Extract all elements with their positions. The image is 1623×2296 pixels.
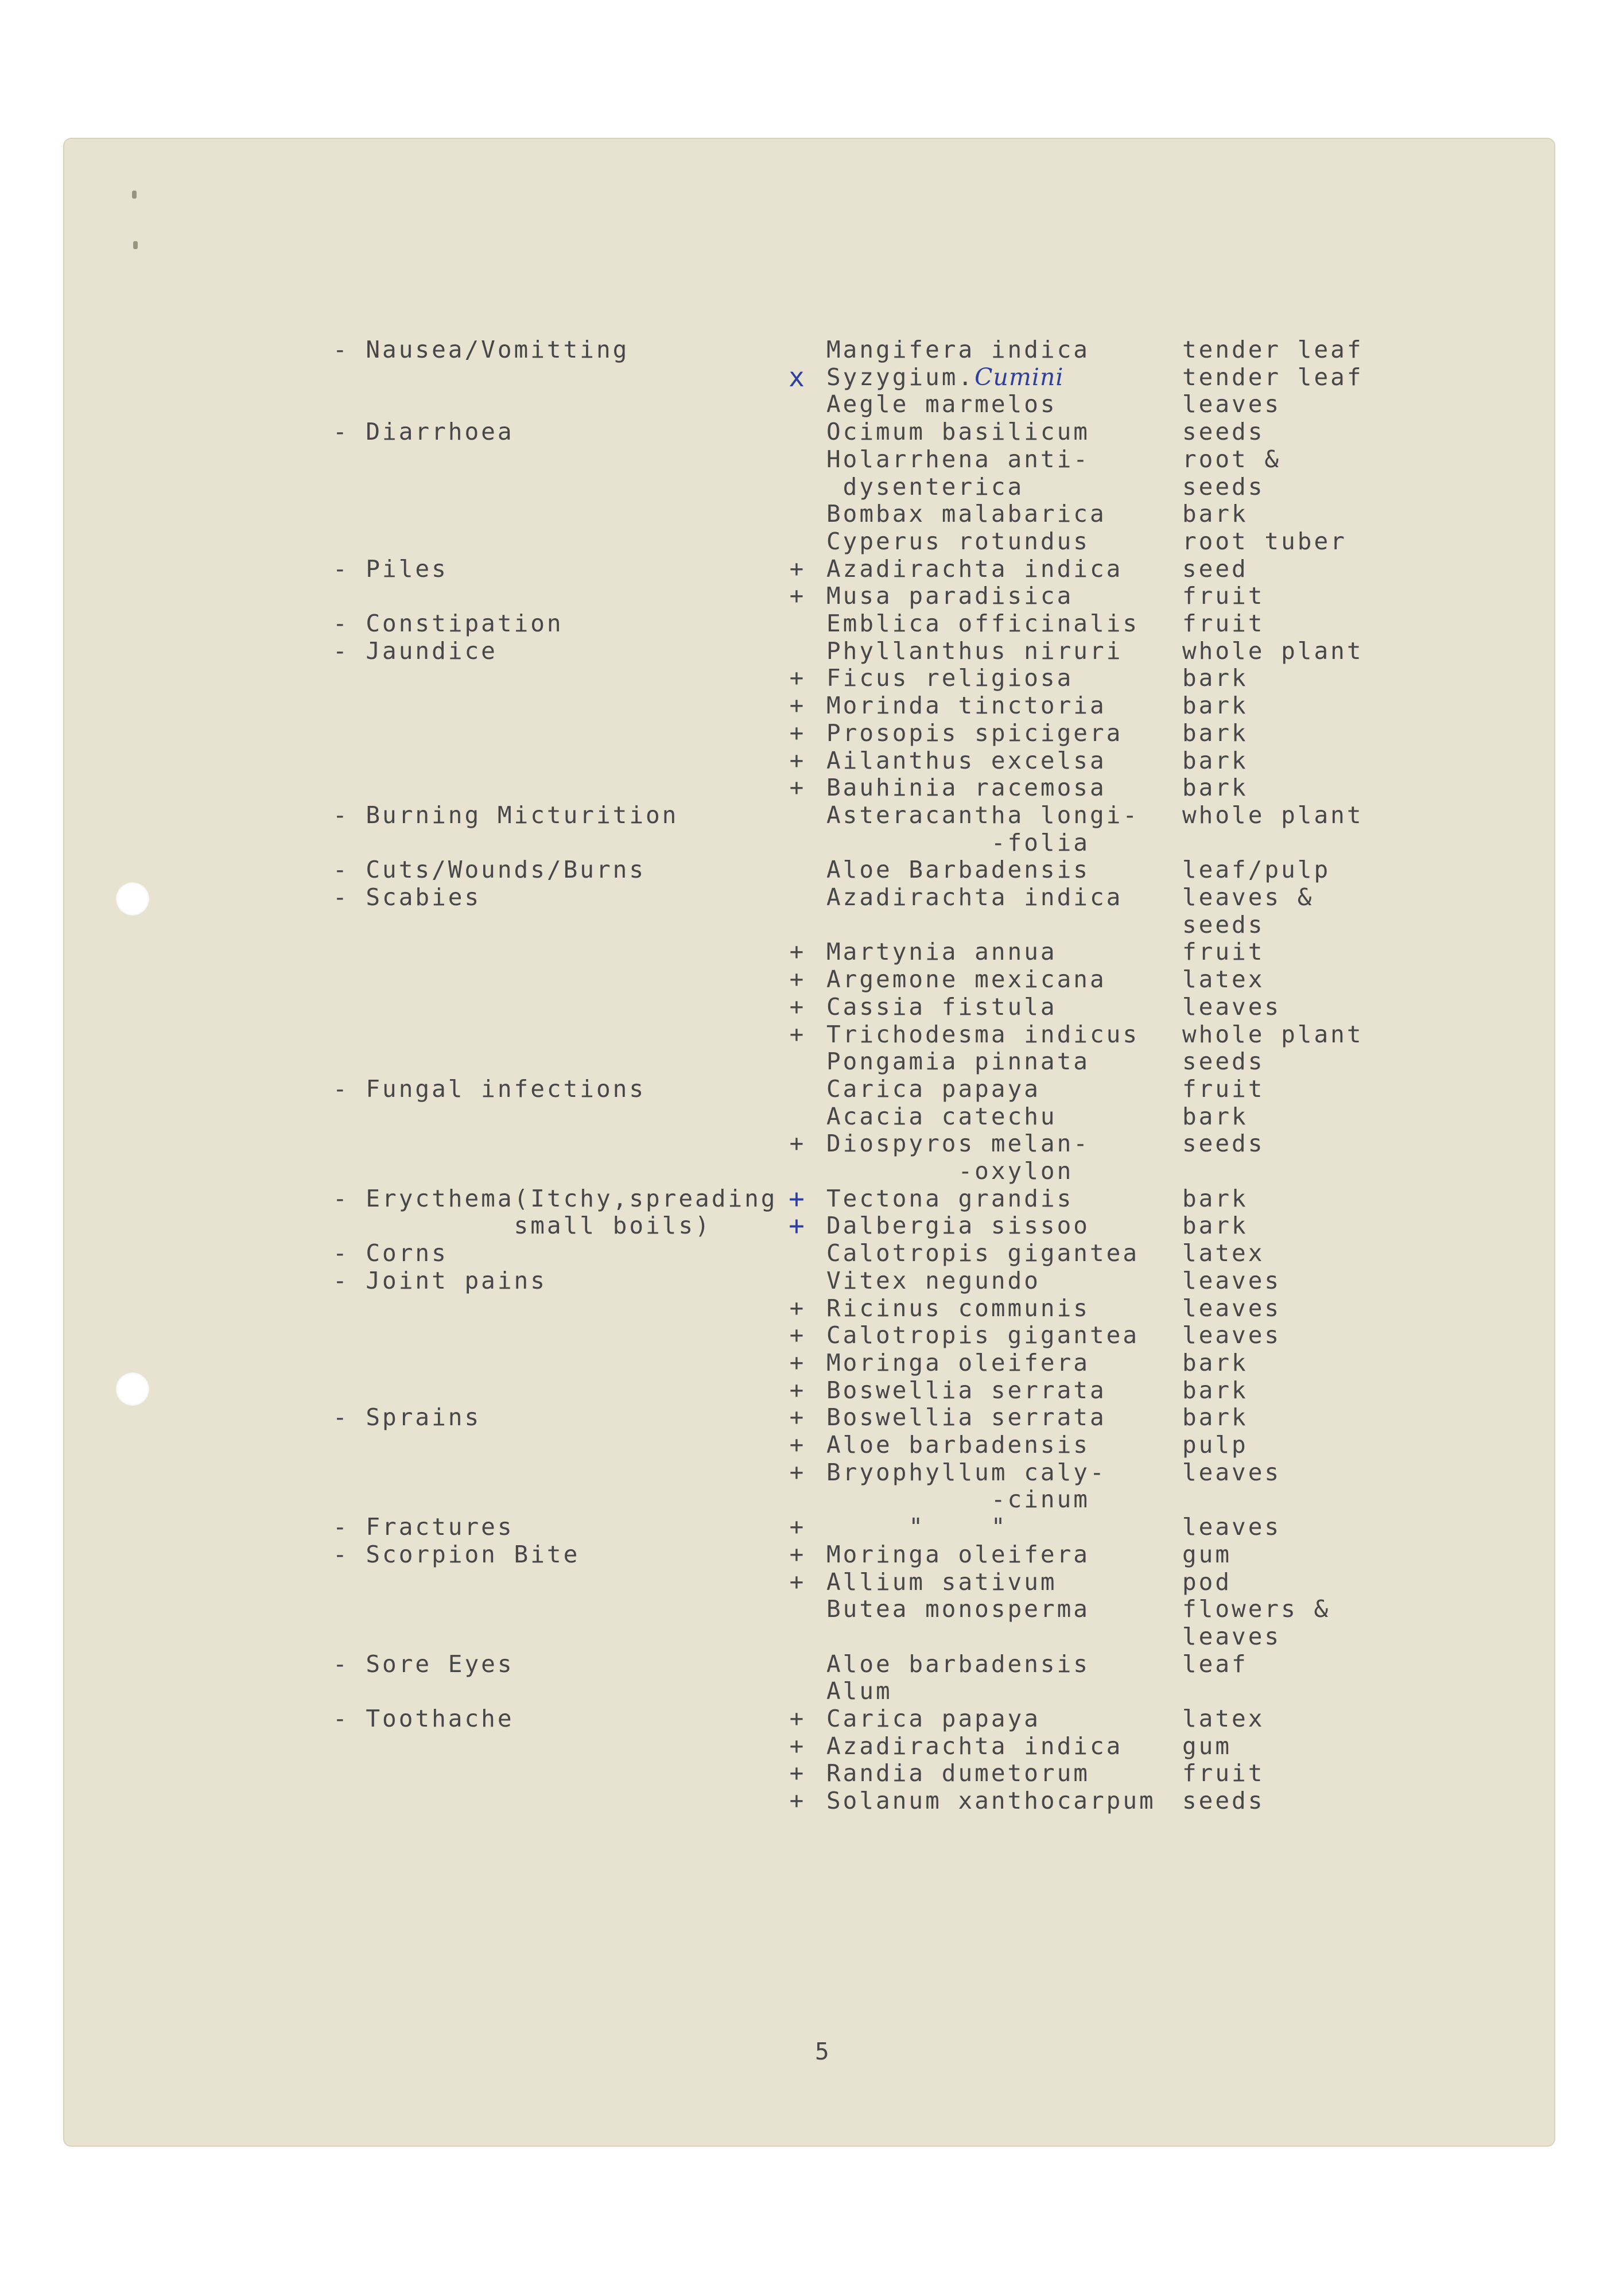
ailment-label: - Erycthema(Itchy,spreading <box>333 1184 778 1212</box>
plant-name <box>826 1239 1139 1267</box>
plant-part: fruit <box>1182 938 1265 966</box>
plant-name-text: Tectona grandis <box>826 1184 1074 1212</box>
plant-name-text: Azadirachta indica <box>826 883 1123 911</box>
table-row <box>63 1294 1555 1322</box>
plant-name-text: Ficus religiosa <box>826 664 1074 692</box>
table-row <box>63 1075 1555 1103</box>
remedy-mark: + <box>789 1376 806 1404</box>
table-row <box>63 664 1555 692</box>
remedy-mark: + <box>789 1759 806 1787</box>
table-row <box>63 1431 1555 1459</box>
remedy-mark: + <box>789 582 806 610</box>
remedy-mark: + <box>789 1294 806 1322</box>
table-row <box>63 1568 1555 1596</box>
plant-name <box>826 965 1106 993</box>
plant-name-text: Boswellia serrata <box>826 1376 1106 1404</box>
ailment-label: - Sore Eyes <box>333 1650 514 1678</box>
page-number: 5 <box>815 2038 832 2065</box>
remedy-mark: + <box>789 774 806 802</box>
plant-part: latex <box>1182 965 1265 994</box>
remedy-mark: + <box>789 692 806 720</box>
plant-name <box>826 1486 1090 1513</box>
plant-name <box>826 829 1090 856</box>
plant-name <box>826 993 1057 1021</box>
table-row <box>63 1267 1555 1294</box>
plant-part: pod <box>1182 1568 1232 1596</box>
plant-part: bark <box>1182 1102 1248 1130</box>
plant-name <box>826 555 1123 583</box>
table-row <box>63 1210 1555 1242</box>
plant-part: fruit <box>1182 610 1265 637</box>
plant-part: leaf/pulp <box>1182 856 1331 884</box>
plant-name-text: Asteracantha longi- <box>826 801 1139 829</box>
plant-part: pulp <box>1182 1431 1248 1459</box>
plant-name-text: Aegle marmelos <box>826 390 1057 418</box>
plant-name <box>826 1376 1106 1404</box>
ailment-label: - Toothache <box>333 1705 514 1732</box>
table-row <box>63 1677 1555 1705</box>
plant-part: seeds <box>1182 910 1265 938</box>
plant-name <box>826 1403 1106 1431</box>
plant-name <box>826 1021 1139 1048</box>
plant-part: seeds <box>1182 1048 1265 1076</box>
table-row <box>63 1623 1555 1650</box>
plant-name-text: Syzygium. <box>826 363 975 391</box>
plant-part: root tuber <box>1182 527 1347 555</box>
plant-part: leaves <box>1182 1513 1282 1541</box>
table-row <box>63 1376 1555 1404</box>
plant-name-text: Prosopis spicigera <box>826 719 1123 747</box>
table-row <box>63 390 1555 418</box>
plant-part: seeds <box>1182 1130 1265 1158</box>
table-row <box>63 1732 1555 1760</box>
plant-name <box>826 1732 1123 1760</box>
plant-name <box>826 774 1106 801</box>
remedy-mark: + <box>789 1431 806 1459</box>
plant-name-text: Ailanthus excelsa <box>826 746 1106 774</box>
plant-part: bark <box>1182 692 1248 720</box>
paper-speck <box>133 241 138 249</box>
plant-part: gum <box>1182 1732 1232 1760</box>
table-row <box>63 555 1555 583</box>
plant-name <box>826 1075 1040 1103</box>
plant-name-text: Martynia annua <box>826 938 1057 966</box>
plant-part: latex <box>1182 1705 1265 1732</box>
plant-name-text: Randia dumetorum <box>826 1759 1090 1787</box>
plant-name <box>826 938 1057 965</box>
table-row <box>63 1103 1555 1130</box>
remedy-mark: + <box>789 1403 806 1432</box>
plant-name-text: Trichodesma indicus <box>826 1020 1139 1048</box>
plant-part: leaves <box>1182 1294 1282 1322</box>
table-row <box>63 1513 1555 1541</box>
plant-name <box>826 1157 1073 1185</box>
table-row <box>63 965 1555 993</box>
plant-name-text: Carica papaya <box>826 1075 1040 1103</box>
remedy-mark: + <box>789 1020 806 1048</box>
remedy-mark: + <box>789 664 806 692</box>
plant-part: flowers & <box>1182 1595 1331 1623</box>
plant-part: leaves <box>1182 1266 1282 1294</box>
remedy-mark: + <box>789 746 806 774</box>
plant-name <box>826 1431 1090 1459</box>
table-row <box>63 1157 1555 1185</box>
plant-part: fruit <box>1182 1075 1265 1103</box>
plant-name <box>826 1185 1073 1212</box>
plant-name-text: Azadirachta indica <box>826 554 1123 583</box>
remedy-mark: + <box>789 1513 806 1541</box>
ailment-label: small boils) <box>333 1212 712 1240</box>
table-row <box>63 747 1555 774</box>
plant-name-text: Ocimum basilicum <box>826 418 1090 446</box>
plant-part: leaves <box>1182 1321 1282 1349</box>
table-row <box>63 1021 1555 1048</box>
plant-name <box>826 1541 1090 1568</box>
plant-part: whole plant <box>1182 801 1364 829</box>
plant-name <box>826 719 1123 747</box>
plant-part: whole plant <box>1182 637 1364 665</box>
plant-part: leaf <box>1182 1650 1248 1678</box>
table-row <box>63 692 1555 719</box>
table-row <box>63 938 1555 965</box>
remedy-mark: + <box>789 1568 806 1596</box>
plant-name <box>826 1595 1090 1623</box>
plant-name <box>826 692 1106 719</box>
ailment-label: - Joint pains <box>333 1266 547 1294</box>
table-row <box>63 1321 1555 1349</box>
plant-part: seeds <box>1182 1787 1265 1815</box>
plant-name-text: Cassia fistula <box>826 992 1057 1021</box>
plant-name-text: Butea monosperma <box>826 1595 1090 1623</box>
plant-part: fruit <box>1182 1759 1265 1787</box>
table-row <box>63 1403 1555 1431</box>
ailment-label: - Piles <box>333 554 448 583</box>
table-row <box>63 418 1555 445</box>
plant-name <box>826 1677 892 1705</box>
plant-name-text: -folia <box>826 828 1090 856</box>
table-row <box>63 473 1555 501</box>
ailment-label: - Corns <box>333 1239 448 1267</box>
plant-name-text: Azadirachta indica <box>826 1732 1123 1760</box>
plant-part: fruit <box>1182 582 1265 610</box>
plant-name <box>826 856 1090 883</box>
ailment-label: - Nausea/Vomitting <box>333 336 630 363</box>
plant-part: bark <box>1182 664 1248 692</box>
plant-part: tender leaf <box>1182 363 1364 391</box>
plant-name <box>826 747 1106 774</box>
table-row <box>63 637 1555 665</box>
ailment-label: - Fungal infections <box>333 1075 646 1103</box>
plant-name <box>826 336 1090 363</box>
plant-part: tender leaf <box>1182 336 1364 363</box>
plant-name <box>826 528 1090 555</box>
plant-name-text: Solanum xanthocarpum <box>826 1787 1156 1815</box>
plant-name <box>826 390 1057 418</box>
ailment-label: - Burning Micturition <box>333 801 679 829</box>
plant-name <box>826 473 1024 501</box>
plant-name-text: Vitex negundo <box>826 1266 1040 1294</box>
plant-name-text: -cinum <box>826 1486 1090 1514</box>
plant-name-text: Dalbergia sissoo <box>826 1212 1090 1240</box>
table-row <box>63 1705 1555 1732</box>
table-row <box>63 883 1555 911</box>
plant-name <box>826 445 1090 473</box>
plant-name <box>826 664 1073 692</box>
plant-name-text: Boswellia serrata <box>826 1403 1106 1432</box>
table-row <box>63 1182 1555 1214</box>
plant-name-text: Diospyros melan- <box>826 1130 1090 1158</box>
table-row <box>63 1349 1555 1376</box>
plant-name-text: Acacia catechu <box>826 1102 1057 1130</box>
table-row <box>63 1787 1555 1814</box>
table-row <box>63 1130 1555 1157</box>
table-row <box>63 1595 1555 1623</box>
plant-name-text: Morinda tinctoria <box>826 692 1106 720</box>
plant-part: gum <box>1182 1540 1232 1568</box>
plant-part: leaves <box>1182 1458 1282 1486</box>
plant-part: latex <box>1182 1239 1265 1267</box>
table-row <box>63 610 1555 637</box>
plant-name <box>826 883 1123 911</box>
plant-name-text: Allium sativum <box>826 1568 1057 1596</box>
table-row <box>63 1759 1555 1787</box>
plant-name <box>826 418 1090 445</box>
plant-part: bark <box>1182 1212 1248 1240</box>
remedy-mark: + <box>789 554 806 583</box>
remedy-mark: + <box>789 965 806 994</box>
table-row <box>63 719 1555 747</box>
plant-name-text: Calotropis gigantea <box>826 1321 1139 1349</box>
plant-name <box>826 1787 1156 1814</box>
plant-name-text: Bryophyllum caly- <box>826 1458 1106 1486</box>
remedy-mark: + <box>789 1130 806 1158</box>
plant-name-text: Argemone mexicana <box>826 965 1106 994</box>
plant-name-text: Moringa oleifera <box>826 1540 1090 1568</box>
plant-name <box>826 363 1063 391</box>
plant-part: seed <box>1182 554 1248 583</box>
table-row <box>63 1048 1555 1075</box>
plant-part: leaves & <box>1182 883 1314 911</box>
plant-part: root & <box>1182 445 1282 473</box>
remedy-mark: + <box>789 1210 807 1242</box>
table-row <box>63 500 1555 528</box>
handwritten-note: Cumini <box>974 363 1064 391</box>
plant-name-text: Bauhinia racemosa <box>826 774 1106 802</box>
ailment-label: - Scorpion Bite <box>333 1540 580 1568</box>
table-row <box>63 363 1555 391</box>
remedy-mark: + <box>789 992 806 1021</box>
plant-name-text: Moringa oleifera <box>826 1348 1090 1376</box>
remedy-mark: + <box>789 1458 806 1486</box>
remedy-mark: + <box>789 1540 806 1568</box>
plant-name <box>826 1568 1057 1596</box>
plant-name <box>826 1212 1090 1239</box>
table-row <box>63 993 1555 1021</box>
plant-part: seeds <box>1182 418 1265 446</box>
plant-name <box>826 1321 1139 1349</box>
table-row <box>63 528 1555 555</box>
remedy-mark: + <box>789 938 806 966</box>
table-row <box>63 1486 1555 1513</box>
plant-part: leaves <box>1182 992 1282 1021</box>
plant-name-text: " " <box>826 1513 1008 1541</box>
table-row <box>63 1239 1555 1267</box>
plant-name <box>826 1349 1090 1376</box>
plant-part: bark <box>1182 1376 1248 1404</box>
plant-name-text: Pongamia pinnata <box>826 1048 1090 1076</box>
plant-name <box>826 500 1106 528</box>
remedy-mark: x <box>789 361 807 393</box>
plant-name-text: Musa paradisica <box>826 582 1074 610</box>
remedy-mark: + <box>789 1787 806 1815</box>
ailment-label: - Jaundice <box>333 637 498 665</box>
plant-name-text: Aloe barbadensis <box>826 1431 1090 1459</box>
table-row <box>63 445 1555 473</box>
plant-part: bark <box>1182 500 1248 528</box>
plant-part: leaves <box>1182 1622 1282 1650</box>
remedy-mark: + <box>789 1182 807 1214</box>
plant-name-text: Aloe Barbadensis <box>826 856 1090 884</box>
plant-name <box>826 1705 1040 1732</box>
remedy-mark: + <box>789 1348 806 1376</box>
table-row <box>63 911 1555 938</box>
paper-sheet <box>63 138 1555 2147</box>
plant-part: seeds <box>1182 472 1265 501</box>
plant-name-text: -oxylon <box>826 1157 1074 1185</box>
plant-part: bark <box>1182 1403 1248 1432</box>
plant-name-text: Holarrhena anti- <box>826 445 1090 473</box>
table-row <box>63 829 1555 856</box>
table-row <box>63 1459 1555 1486</box>
table-row <box>63 1541 1555 1568</box>
ailment-label: - Sprains <box>333 1403 482 1432</box>
remedy-mark: + <box>789 1705 806 1732</box>
plant-name <box>826 637 1123 665</box>
plant-name <box>826 1294 1090 1322</box>
plant-name-text: Cyperus rotundus <box>826 527 1090 555</box>
plant-name-text: Alum <box>826 1677 892 1705</box>
plant-name <box>826 610 1139 637</box>
ailment-label: - Constipation <box>333 610 564 637</box>
plant-name <box>826 1513 1008 1541</box>
plant-name-text: Mangifera indica <box>826 336 1090 363</box>
plant-name <box>826 1759 1090 1787</box>
plant-name <box>826 1130 1090 1157</box>
table-row <box>63 774 1555 801</box>
plant-name <box>826 1459 1106 1486</box>
plant-part: leaves <box>1182 390 1282 418</box>
plant-part: whole plant <box>1182 1020 1364 1048</box>
table-row <box>63 1650 1555 1678</box>
table-row <box>63 582 1555 610</box>
plant-name-text: Aloe barbadensis <box>826 1650 1090 1678</box>
ailment-label: - Cuts/Wounds/Burns <box>333 856 646 884</box>
table-row <box>63 336 1555 363</box>
ailment-label: - Fractures <box>333 1513 514 1541</box>
plant-part: bark <box>1182 719 1248 747</box>
plant-name-text: Bombax malabarica <box>826 500 1106 528</box>
plant-name <box>826 582 1073 610</box>
remedy-mark: + <box>789 1321 806 1349</box>
plant-part: bark <box>1182 774 1248 802</box>
ailment-label: - Scabies <box>333 883 482 911</box>
table-row <box>63 801 1555 829</box>
ailment-label: - Diarrhoea <box>333 418 514 446</box>
remedy-mark: + <box>789 1732 806 1760</box>
plant-name-text: dysenterica <box>826 472 1024 501</box>
paper-speck <box>132 191 137 199</box>
plant-name-text: Phyllanthus niruri <box>826 637 1123 665</box>
plant-part: bark <box>1182 1348 1248 1376</box>
remedy-mark: + <box>789 719 806 747</box>
plant-name-text: Carica papaya <box>826 1705 1040 1732</box>
plant-name <box>826 1048 1090 1075</box>
plant-name-text: Calotropis gigantea <box>826 1239 1139 1267</box>
plant-name <box>826 801 1139 829</box>
plant-name-text: Ricinus communis <box>826 1294 1090 1322</box>
plant-name <box>826 1267 1040 1294</box>
plant-part: bark <box>1182 1184 1248 1212</box>
plant-name-text: Emblica officinalis <box>826 610 1139 637</box>
plant-name <box>826 1103 1057 1130</box>
plant-name <box>826 1650 1090 1678</box>
table-row <box>63 856 1555 883</box>
plant-part: bark <box>1182 746 1248 774</box>
